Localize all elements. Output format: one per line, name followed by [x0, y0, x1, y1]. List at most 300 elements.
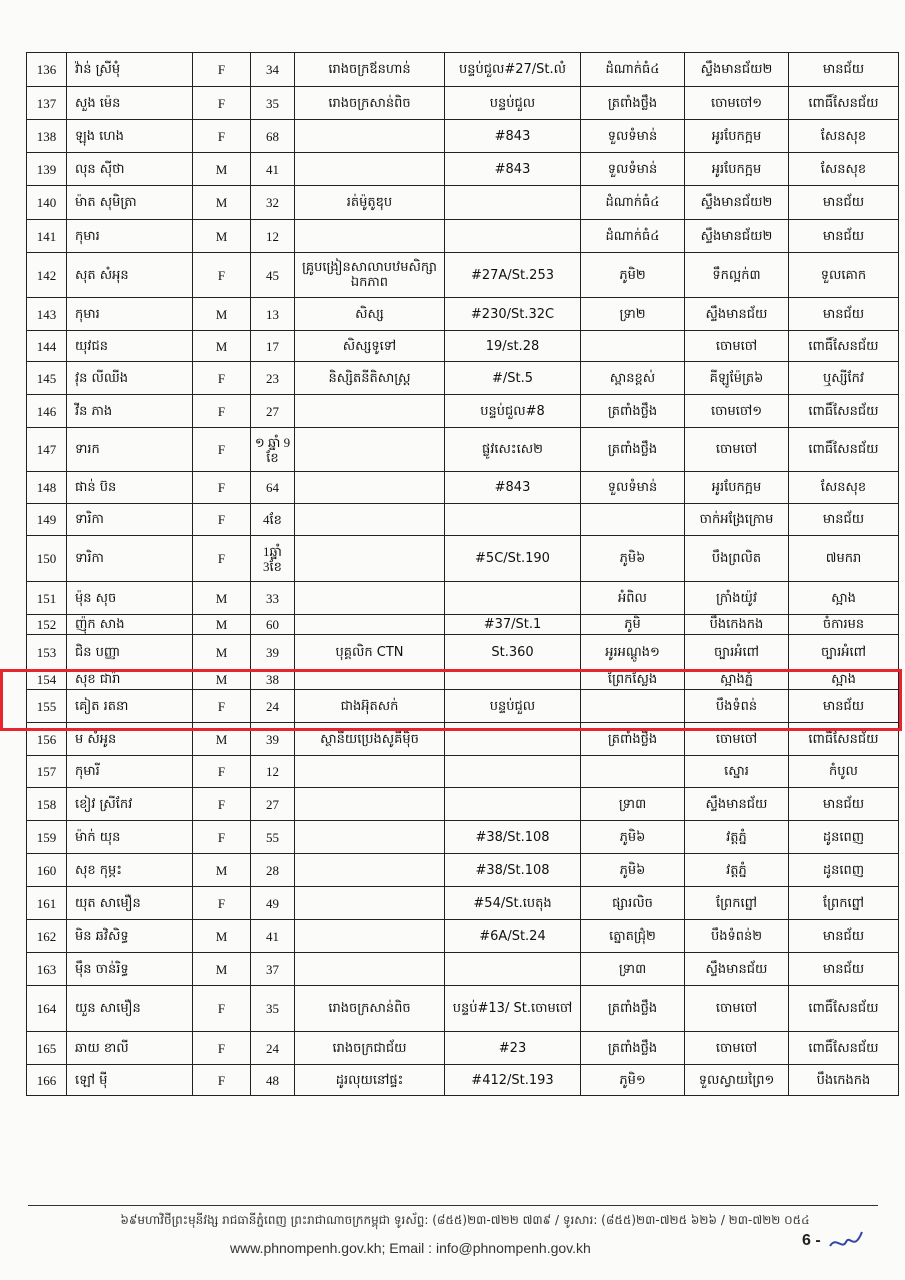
- cell-address: #38/St.108: [445, 821, 581, 854]
- cell-occupation: [295, 854, 445, 887]
- cell-address: #5C/St.190: [445, 536, 581, 582]
- cell-age: 24: [251, 1032, 295, 1065]
- cell-sex: F: [193, 756, 251, 788]
- cell-age: 45: [251, 253, 295, 298]
- cell-occupation: [295, 153, 445, 186]
- cell-sex: F: [193, 472, 251, 504]
- cell-district: មានជ័យ: [789, 186, 899, 220]
- cell-village: ត្រពាំងថ្លឹង: [581, 428, 685, 472]
- cell-name: វុន លីឈីង: [67, 362, 193, 395]
- cell-occupation: រោងចក្រជាជ័យ: [295, 1032, 445, 1065]
- cell-no: 166: [27, 1065, 67, 1096]
- cell-village: ព្រែកស្លែង: [581, 670, 685, 690]
- cell-address: #/St.5: [445, 362, 581, 395]
- cell-village: ត្រពាំងថ្លឹង: [581, 723, 685, 756]
- cell-occupation: [295, 536, 445, 582]
- cell-age: 4ខែ: [251, 504, 295, 536]
- cell-district: ដូនពេញ: [789, 821, 899, 854]
- cell-commune: ស្ទឹងមានជ័យ: [685, 298, 789, 331]
- cell-village: ផ្សារលិច: [581, 887, 685, 920]
- cell-commune: បឹងទំពន់២: [685, 920, 789, 953]
- cell-commune: ទឹកល្អក់៣: [685, 253, 789, 298]
- cell-sex: M: [193, 635, 251, 670]
- cell-address: [445, 504, 581, 536]
- cell-occupation: [295, 615, 445, 635]
- cell-age: 13: [251, 298, 295, 331]
- cell-no: 150: [27, 536, 67, 582]
- cell-occupation: រោងចក្រសាន់ពិច: [295, 986, 445, 1032]
- cell-age: 28: [251, 854, 295, 887]
- cell-occupation: រោងចក្រសាន់ពិច: [295, 87, 445, 120]
- cell-occupation: រត់ម៉ូតូឌុប: [295, 186, 445, 220]
- cell-commune: បឹងព្រលិត: [685, 536, 789, 582]
- cell-district: កំបូល: [789, 756, 899, 788]
- cell-district: ពោធិ៍សែនជ័យ: [789, 723, 899, 756]
- cell-occupation: រោងចក្រឪនហាន់: [295, 53, 445, 87]
- cell-occupation: គ្រូបង្រៀនសាលាបឋមសិក្សាឯកភាព: [295, 253, 445, 298]
- cell-no: 160: [27, 854, 67, 887]
- footer-divider: [28, 1205, 878, 1206]
- cell-occupation: ស្ថានីយប្រេងសូគីម៉ិច: [295, 723, 445, 756]
- cell-village: ទួលទំមាន់: [581, 120, 685, 153]
- cell-no: 154: [27, 670, 67, 690]
- cell-no: 142: [27, 253, 67, 298]
- cell-occupation: សិស្ស: [295, 298, 445, 331]
- cell-sex: F: [193, 504, 251, 536]
- cell-district: ពោធិ៍សែនជ័យ: [789, 87, 899, 120]
- cell-district: ពោធិ៍សែនជ័យ: [789, 986, 899, 1032]
- victims-table: [26, 52, 899, 1096]
- cell-commune: បឹងទំពន់: [685, 690, 789, 723]
- cell-age: 1ឆ្នាំ 3ខែ: [251, 536, 295, 582]
- cell-name: មិន ឆវិសិទ្ធ: [67, 920, 193, 953]
- cell-commune: អូរបែកក្អម: [685, 120, 789, 153]
- cell-district: មានជ័យ: [789, 690, 899, 723]
- cell-no: 145: [27, 362, 67, 395]
- cell-district: ដូនពេញ: [789, 854, 899, 887]
- cell-name: សួង ម៉េន: [67, 87, 193, 120]
- cell-occupation: ជាងអ៊ុតសក់: [295, 690, 445, 723]
- cell-district: ច្បារអំពៅ: [789, 635, 899, 670]
- table-row: [27, 504, 899, 536]
- cell-age: 39: [251, 723, 295, 756]
- cell-address: #6A/St.24: [445, 920, 581, 953]
- cell-occupation: [295, 920, 445, 953]
- cell-district: ស្អាង: [789, 670, 899, 690]
- cell-district: សែនសុខ: [789, 120, 899, 153]
- cell-commune: គីឡូម៉ែត្រ៦: [685, 362, 789, 395]
- cell-age: 32: [251, 186, 295, 220]
- cell-district: ចំការមន: [789, 615, 899, 635]
- cell-district: បឹងកេងកង: [789, 1065, 899, 1096]
- cell-sex: F: [193, 1065, 251, 1096]
- cell-name: យួន សាមឿន: [67, 986, 193, 1032]
- cell-occupation: បុគ្គលិក CTN: [295, 635, 445, 670]
- cell-no: 139: [27, 153, 67, 186]
- table-row: [27, 53, 899, 87]
- cell-occupation: [295, 472, 445, 504]
- cell-sex: F: [193, 428, 251, 472]
- cell-age: 17: [251, 331, 295, 362]
- cell-address: [445, 582, 581, 615]
- cell-sex: M: [193, 153, 251, 186]
- cell-age: 48: [251, 1065, 295, 1096]
- cell-age: 12: [251, 756, 295, 788]
- cell-village: ភូមិ១: [581, 1065, 685, 1096]
- cell-address: [445, 220, 581, 253]
- cell-no: 157: [27, 756, 67, 788]
- cell-village: ត្នោតជ្រុំ២: [581, 920, 685, 953]
- cell-sex: F: [193, 87, 251, 120]
- cell-name: យុត សាមឿន: [67, 887, 193, 920]
- cell-sex: M: [193, 186, 251, 220]
- cell-sex: M: [193, 670, 251, 690]
- cell-commune: ស្ទឹងមានជ័យ២: [685, 186, 789, 220]
- cell-no: 153: [27, 635, 67, 670]
- cell-village: ទ្រា៣: [581, 788, 685, 821]
- cell-age: 41: [251, 920, 295, 953]
- cell-no: 163: [27, 953, 67, 986]
- cell-address: #27A/St.253: [445, 253, 581, 298]
- cell-name: ម សំអូន: [67, 723, 193, 756]
- cell-no: 159: [27, 821, 67, 854]
- cell-age: 27: [251, 395, 295, 428]
- cell-no: 151: [27, 582, 67, 615]
- cell-name: សុខ កុម្ភះ: [67, 854, 193, 887]
- cell-sex: F: [193, 887, 251, 920]
- cell-commune: ស្ទឹងមានជ័យ២: [685, 53, 789, 87]
- table-row: [27, 854, 899, 887]
- cell-name: លុន ស៊ីថា: [67, 153, 193, 186]
- table-row: [27, 298, 899, 331]
- cell-no: 164: [27, 986, 67, 1032]
- cell-village: ស្ពានខ្ពស់: [581, 362, 685, 395]
- cell-name: ឆាយ ខាលី: [67, 1032, 193, 1065]
- cell-occupation: [295, 428, 445, 472]
- cell-name: វីន ភាង: [67, 395, 193, 428]
- cell-no: 146: [27, 395, 67, 428]
- cell-name: កុមារី: [67, 756, 193, 788]
- cell-sex: F: [193, 536, 251, 582]
- cell-name: កុមារ: [67, 220, 193, 253]
- cell-name: យុវជន: [67, 331, 193, 362]
- cell-district: ពោធិ៍សែនជ័យ: [789, 395, 899, 428]
- cell-sex: M: [193, 854, 251, 887]
- cell-no: 149: [27, 504, 67, 536]
- cell-no: 155: [27, 690, 67, 723]
- cell-commune: វត្តភ្នំ: [685, 821, 789, 854]
- cell-commune: ស្ទឹងមានជ័យ: [685, 953, 789, 986]
- cell-sex: F: [193, 53, 251, 87]
- table-row: [27, 87, 899, 120]
- cell-village: ភូមិ២: [581, 253, 685, 298]
- cell-district: មានជ័យ: [789, 53, 899, 87]
- cell-address: #23: [445, 1032, 581, 1065]
- cell-district: មានជ័យ: [789, 953, 899, 986]
- cell-commune: អូរបែកក្អម: [685, 472, 789, 504]
- cell-age: 24: [251, 690, 295, 723]
- table-row: [27, 253, 899, 298]
- cell-age: 34: [251, 53, 295, 87]
- cell-village: ដំណាក់ធំ៤: [581, 186, 685, 220]
- cell-district: ព្រែកព្នៅ: [789, 887, 899, 920]
- cell-no: 137: [27, 87, 67, 120]
- cell-name: វ៉ាន់ ស្រីមុំ: [67, 53, 193, 87]
- table-row: [27, 428, 899, 472]
- cell-no: 141: [27, 220, 67, 253]
- cell-age: 49: [251, 887, 295, 920]
- cell-commune: ទួលស្វាយព្រៃ១: [685, 1065, 789, 1096]
- cell-no: 136: [27, 53, 67, 87]
- cell-no: 162: [27, 920, 67, 953]
- cell-commune: ព្រែកព្នៅ: [685, 887, 789, 920]
- cell-occupation: [295, 887, 445, 920]
- cell-commune: ច្បារអំពៅ: [685, 635, 789, 670]
- cell-village: [581, 331, 685, 362]
- table-row: [27, 472, 899, 504]
- cell-name: ឡុង ហេង: [67, 120, 193, 153]
- table-row: [27, 788, 899, 821]
- cell-address: [445, 953, 581, 986]
- cell-district: មានជ័យ: [789, 788, 899, 821]
- cell-address: [445, 186, 581, 220]
- cell-district: សែនសុខ: [789, 472, 899, 504]
- cell-district: ពោធិ៍សែនជ័យ: [789, 331, 899, 362]
- cell-sex: M: [193, 220, 251, 253]
- cell-commune: ស្ទឹងមានជ័យ: [685, 788, 789, 821]
- cell-name: ទារិកា: [67, 536, 193, 582]
- cell-district: សែនសុខ: [789, 153, 899, 186]
- cell-address: បន្ទប់ជួល: [445, 690, 581, 723]
- cell-address: បន្ទប់ជួល#8: [445, 395, 581, 428]
- cell-occupation: [295, 953, 445, 986]
- table-row: [27, 362, 899, 395]
- cell-address: #843: [445, 120, 581, 153]
- cell-address: #412/St.193: [445, 1065, 581, 1096]
- cell-sex: M: [193, 615, 251, 635]
- cell-occupation: [295, 395, 445, 428]
- cell-sex: M: [193, 723, 251, 756]
- cell-sex: M: [193, 953, 251, 986]
- cell-district: ពោធិ៍សែនជ័យ: [789, 1032, 899, 1065]
- cell-village: ទ្រា៣: [581, 953, 685, 986]
- cell-address: បន្ទប់#13/ St.ចោមចៅ: [445, 986, 581, 1032]
- cell-sex: F: [193, 690, 251, 723]
- cell-occupation: [295, 120, 445, 153]
- cell-age: 35: [251, 986, 295, 1032]
- table-row: [27, 153, 899, 186]
- cell-age: 68: [251, 120, 295, 153]
- table-row: [27, 887, 899, 920]
- cell-village: ត្រពាំងថ្លឹង: [581, 87, 685, 120]
- cell-address: បន្ទប់ជួល#27/St.លំ: [445, 53, 581, 87]
- cell-commune: ចោមចៅ: [685, 331, 789, 362]
- table-row: [27, 821, 899, 854]
- cell-sex: F: [193, 788, 251, 821]
- cell-village: ភូមិ: [581, 615, 685, 635]
- cell-name: កុមារ: [67, 298, 193, 331]
- cell-no: 143: [27, 298, 67, 331]
- cell-district: ឬស្សីកែវ: [789, 362, 899, 395]
- table-row: [27, 395, 899, 428]
- cell-no: 165: [27, 1032, 67, 1065]
- cell-age: 23: [251, 362, 295, 395]
- table-row: [27, 120, 899, 153]
- cell-occupation: សិស្សទូទៅ: [295, 331, 445, 362]
- table-row: [27, 1032, 899, 1065]
- table-body: [27, 53, 899, 1096]
- table-row: [27, 331, 899, 362]
- cell-district: ស្អាង: [789, 582, 899, 615]
- cell-occupation: [295, 788, 445, 821]
- cell-address: [445, 788, 581, 821]
- cell-sex: F: [193, 395, 251, 428]
- cell-name: ម៉ាក់ យុន: [67, 821, 193, 854]
- cell-no: 144: [27, 331, 67, 362]
- cell-no: 147: [27, 428, 67, 472]
- cell-address: 19/st.28: [445, 331, 581, 362]
- table-row: [27, 756, 899, 788]
- cell-address: #38/St.108: [445, 854, 581, 887]
- cell-village: ភូមិ៦: [581, 854, 685, 887]
- cell-sex: F: [193, 1032, 251, 1065]
- cell-address: [445, 756, 581, 788]
- cell-sex: M: [193, 298, 251, 331]
- cell-commune: អូរបែកក្អម: [685, 153, 789, 186]
- cell-age: 27: [251, 788, 295, 821]
- cell-occupation: [295, 821, 445, 854]
- cell-address: #230/St.32C: [445, 298, 581, 331]
- cell-village: ភូមិ៦: [581, 821, 685, 854]
- cell-village: អូរអណ្ដូង១: [581, 635, 685, 670]
- cell-age: 64: [251, 472, 295, 504]
- cell-occupation: [295, 220, 445, 253]
- cell-commune: ស្ទឹងមានជ័យ២: [685, 220, 789, 253]
- cell-commune: ចោមចៅ១: [685, 395, 789, 428]
- table-row: [27, 920, 899, 953]
- cell-sex: F: [193, 986, 251, 1032]
- highlight-box-row-153: [0, 669, 902, 731]
- page-number: 6 -: [802, 1232, 821, 1249]
- cell-age: 55: [251, 821, 295, 854]
- cell-district: ៧មករា: [789, 536, 899, 582]
- cell-no: 156: [27, 723, 67, 756]
- table-row: [27, 186, 899, 220]
- cell-age: 37: [251, 953, 295, 986]
- cell-age: 41: [251, 153, 295, 186]
- cell-commune: បឹងកេងកង: [685, 615, 789, 635]
- cell-address: #37/St.1: [445, 615, 581, 635]
- cell-village: ភូមិ៦: [581, 536, 685, 582]
- cell-no: 158: [27, 788, 67, 821]
- cell-address: ផ្លូវសេះសេ២: [445, 428, 581, 472]
- table-row: [27, 615, 899, 635]
- cell-village: [581, 756, 685, 788]
- cell-no: 152: [27, 615, 67, 635]
- cell-name: សុត សំអុន: [67, 253, 193, 298]
- cell-address: #843: [445, 153, 581, 186]
- table-row: [27, 1065, 899, 1096]
- cell-name: ឡៅ ម៉ី: [67, 1065, 193, 1096]
- cell-name: ម៉ុន សុច: [67, 582, 193, 615]
- cell-sex: M: [193, 920, 251, 953]
- cell-village: ដំណាក់ធំ៤: [581, 220, 685, 253]
- table-row: [27, 536, 899, 582]
- cell-occupation: [295, 582, 445, 615]
- table-row: [27, 582, 899, 615]
- cell-commune: ចោមចៅ: [685, 1032, 789, 1065]
- cell-address: #54/St.បេតុង: [445, 887, 581, 920]
- cell-age: 12: [251, 220, 295, 253]
- cell-name: គៀត រតនា: [67, 690, 193, 723]
- cell-sex: M: [193, 582, 251, 615]
- cell-no: 148: [27, 472, 67, 504]
- cell-commune: វត្តភ្នំ: [685, 854, 789, 887]
- cell-village: ត្រពាំងថ្លឹង: [581, 1032, 685, 1065]
- cell-district: មានជ័យ: [789, 504, 899, 536]
- cell-village: ទួលទំមាន់: [581, 472, 685, 504]
- cell-address: បន្ទប់ជួល: [445, 87, 581, 120]
- cell-age: 38: [251, 670, 295, 690]
- cell-occupation: ដូរលុយនៅផ្ទះ: [295, 1065, 445, 1096]
- cell-village: ទ្រា២: [581, 298, 685, 331]
- cell-commune: ចោមចៅ១: [685, 87, 789, 120]
- cell-commune: ចោមចៅ: [685, 428, 789, 472]
- cell-district: ទួលគោក: [789, 253, 899, 298]
- cell-no: 138: [27, 120, 67, 153]
- cell-age: 35: [251, 87, 295, 120]
- cell-name: ខៀវ ស្រីកែវ: [67, 788, 193, 821]
- cell-name: ម៉ាត សុមិត្រា: [67, 186, 193, 220]
- cell-address: #843: [445, 472, 581, 504]
- cell-sex: F: [193, 253, 251, 298]
- table-row: [27, 953, 899, 986]
- cell-sex: M: [193, 331, 251, 362]
- cell-name: ជិន បញ្ញា: [67, 635, 193, 670]
- cell-village: អំពិល: [581, 582, 685, 615]
- cell-district: មានជ័យ: [789, 298, 899, 331]
- table-row: [27, 220, 899, 253]
- cell-sex: F: [193, 362, 251, 395]
- cell-village: ដំណាក់ធំ៤: [581, 53, 685, 87]
- cell-commune: ចោមចៅ: [685, 723, 789, 756]
- cell-district: មានជ័យ: [789, 220, 899, 253]
- cell-name: ម៉ឹន ចាន់រិទ្ធ: [67, 953, 193, 986]
- cell-name: ផាន់ ប៊ន: [67, 472, 193, 504]
- cell-commune: ចាក់អង្រែក្រោម: [685, 504, 789, 536]
- cell-name: ទារក: [67, 428, 193, 472]
- initial-signature-icon: [826, 1228, 866, 1254]
- cell-commune: ស្នោរ: [685, 756, 789, 788]
- cell-commune: ស្អាងភ្នំ: [685, 670, 789, 690]
- footer-address: ៦៩មហាវិថីព្រះមុនីវង្ស រាជធានីភ្នំពេញ ព្រះរាជាណាចក្រកម្ពុជា ទូរស័ព្ទ: (៨៥៥)២៣-៧២២ ៧៣៩ / ទូរសារ: (៨៥៥)២៣-៧២៥ ៦២៦ / ២៣-៧២២ ០៥៤: [120, 1213, 810, 1227]
- cell-sex: F: [193, 120, 251, 153]
- cell-age: 39: [251, 635, 295, 670]
- cell-age: ១ ឆ្នាំ 9 ខែ: [251, 428, 295, 472]
- cell-sex: F: [193, 821, 251, 854]
- cell-village: [581, 504, 685, 536]
- cell-address: St.360: [445, 635, 581, 670]
- cell-district: មានជ័យ: [789, 920, 899, 953]
- cell-no: 161: [27, 887, 67, 920]
- cell-commune: ក្រាំងយ៉ូវ: [685, 582, 789, 615]
- cell-village: ទួលទំមាន់: [581, 153, 685, 186]
- cell-village: ត្រពាំងថ្លឹង: [581, 395, 685, 428]
- cell-name: ទារិកា: [67, 504, 193, 536]
- table-row: [27, 635, 899, 670]
- table-row: [27, 986, 899, 1032]
- cell-district: ពោធិ៍សែនជ័យ: [789, 428, 899, 472]
